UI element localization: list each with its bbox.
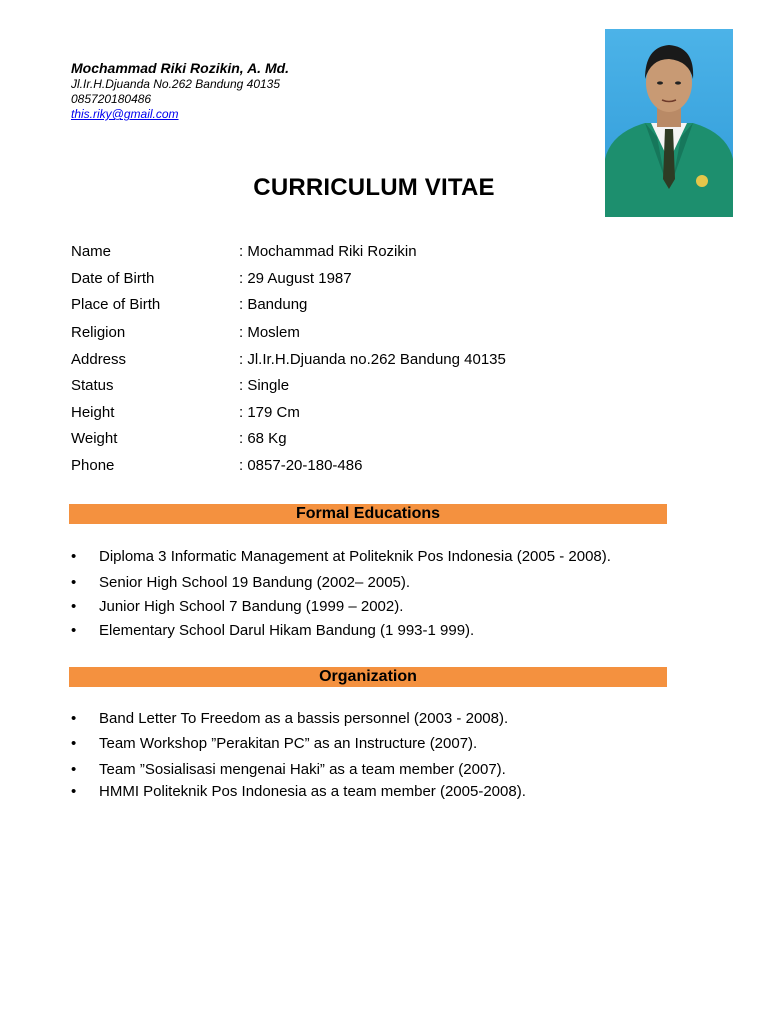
list-item-text: Diploma 3 Informatic Management at Politeknik Pos Indonesia (2005 - 2008). — [99, 548, 611, 565]
info-label: Phone — [71, 457, 115, 474]
education-section-header: Formal Educations — [69, 504, 667, 524]
bullet-icon: • — [71, 598, 77, 615]
info-value: : Single — [239, 377, 290, 394]
page-title: CURRICULUM VITAE — [253, 174, 495, 201]
info-value: : Bandung — [239, 296, 308, 313]
email-link[interactable]: this.riky@gmail.com — [71, 107, 179, 121]
list-item-text: Elementary School Darul Hikam Bandung (1 993-1 999). — [99, 622, 475, 639]
list-item-text: Team Workshop ”Perakitan PC” as an Instructure (2007). — [99, 735, 478, 752]
info-label: Weight — [71, 430, 118, 447]
bullet-icon: • — [71, 761, 77, 778]
list-item-text: Senior High School 19 Bandung (2002– 2005). — [99, 574, 411, 591]
info-value: : 29 August 1987 — [239, 270, 352, 287]
info-label: Religion — [71, 324, 126, 341]
list-item-text: Band Letter To Freedom as a bassis personnel (2003 - 2008). — [99, 710, 509, 727]
info-value: : 179 Cm — [239, 404, 300, 421]
list-item-text: Team ”Sosialisasi mengenai Haki” as a team member (2007). — [99, 761, 506, 778]
info-value: : Moslem — [239, 324, 300, 341]
bullet-icon: • — [71, 622, 77, 639]
header-phone: 085720180486 — [71, 92, 152, 106]
contact-header — [71, 60, 289, 122]
info-label: Status — [71, 377, 114, 394]
bullet-icon: • — [71, 574, 77, 591]
bullet-icon: • — [71, 710, 77, 727]
list-item-text: HMMI Politeknik Pos Indonesia as a team member (2005-2008). — [99, 783, 526, 800]
organization-section-header: Organization — [69, 667, 667, 687]
bullet-icon: • — [71, 548, 77, 565]
info-value: : Jl.Ir.H.Djuanda no.262 Bandung 40135 — [239, 351, 506, 368]
bullet-icon: • — [71, 783, 77, 800]
info-value: : 68 Kg — [239, 430, 287, 447]
list-item-text: Junior High School 7 Bandung (1999 – 2002). — [99, 598, 404, 615]
header-address: Jl.Ir.H.Djuanda No.262 Bandung 40135 — [71, 77, 281, 91]
info-value: : 0857-20-180-486 — [239, 457, 363, 474]
info-value: : Mochammad Riki Rozikin — [239, 243, 417, 260]
info-label: Place of Birth — [71, 296, 161, 313]
info-label: Height — [71, 404, 115, 421]
bullet-icon: • — [71, 735, 77, 752]
info-label: Date of Birth — [71, 270, 155, 287]
info-label: Name — [71, 243, 112, 260]
header-name: Mochammad Riki Rozikin, A. Md. — [71, 60, 290, 76]
info-label: Address — [71, 351, 127, 368]
